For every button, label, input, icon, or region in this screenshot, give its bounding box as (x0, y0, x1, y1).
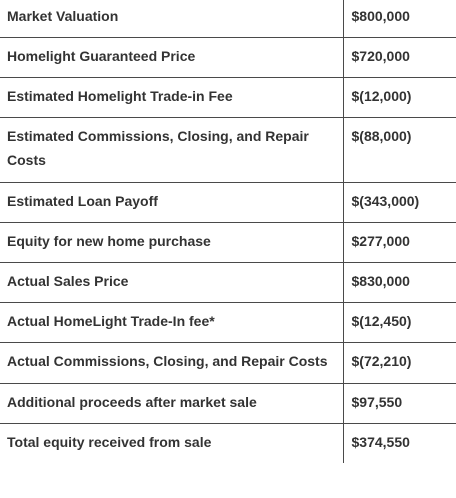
table-row (0, 78, 456, 118)
row-label: Actual HomeLight Trade-In fee* (0, 303, 343, 343)
row-label: Estimated Homelight Trade-in Fee (0, 78, 343, 118)
row-label: Equity for new home purchase (0, 223, 343, 263)
row-value: $830,000 (343, 263, 456, 303)
row-label: Homelight Guaranteed Price (0, 38, 343, 78)
row-label: Market Valuation (0, 0, 343, 38)
row-label: Actual Commissions, Closing, and Repair Costs (0, 343, 343, 384)
row-label: Total equity received from sale (0, 424, 343, 464)
table-row (0, 38, 456, 78)
row-value: $800,000 (343, 0, 456, 38)
row-label: Additional proceeds after market sale (0, 384, 343, 424)
row-value: $(343,000) (343, 183, 456, 223)
table-row (0, 263, 456, 303)
table-row (0, 424, 456, 464)
row-value: $(72,210) (343, 343, 456, 384)
table-row (0, 0, 456, 38)
row-value: $(12,000) (343, 78, 456, 118)
row-value: $97,550 (343, 384, 456, 424)
row-value: $(88,000) (343, 118, 456, 183)
table-row (0, 118, 456, 183)
table-row (0, 183, 456, 223)
row-value: $(12,450) (343, 303, 456, 343)
row-label: Actual Sales Price (0, 263, 343, 303)
row-value: $277,000 (343, 223, 456, 263)
table-row (0, 384, 456, 424)
table-row (0, 343, 456, 384)
row-value: $720,000 (343, 38, 456, 78)
row-label: Estimated Loan Payoff (0, 183, 343, 223)
table-row (0, 223, 456, 263)
row-label: Estimated Commissions, Closing, and Repair Costs (0, 118, 343, 183)
row-value: $374,550 (351, 434, 410, 450)
table-row (0, 303, 456, 343)
